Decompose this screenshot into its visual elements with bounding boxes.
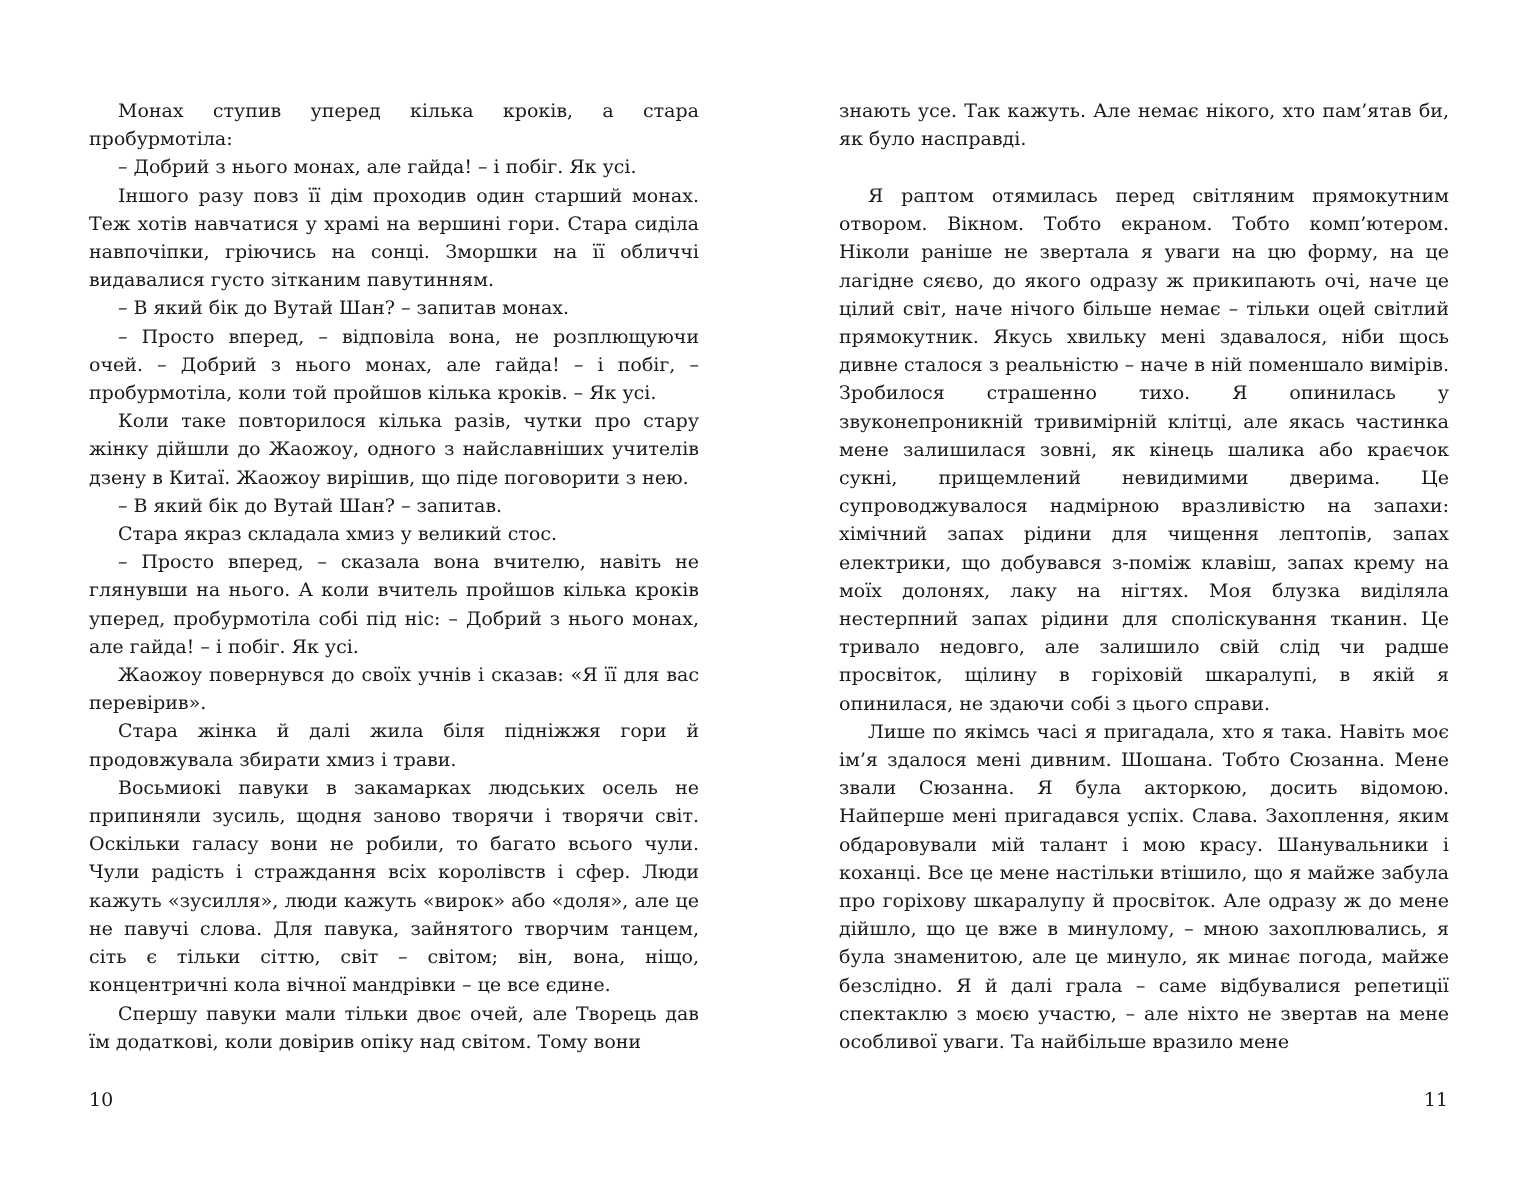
left-paragraph-2: – Добрий з нього монах, але гайда! – і побіг. Як усі. [118,156,637,179]
left-paragraph-1: Монах ступив уперед кілька кроків, а стара пробурмотіла: [89,100,699,151]
left-paragraph-11: Стара жінка й далі жила біля підніжжя гори й продовжувала збирати хмиз і трави. [89,720,699,771]
left-paragraph-9: – Просто вперед, – сказала вона вчителю, навіть не глянувши на нього. А коли вчитель пройшов кілька кроків уперед, пробурмотіла собі під ніс: – Добрий з нього монах, але гайда! – і побіг. Як усі. [89,551,699,658]
left-paragraph-7: – В який бік до Вутай Шан? – запитав. [118,494,503,517]
right-paragraph-3: Лише по якімсь часі я пригадала, хто я така. Навіть моє ім’я здалося мені дивним. Шошана. Тобто Сюзанна. Мене звали Сюзанна. Я була акторкою, досить відомою. Найперше мені пригадався успіх. Слава. Захоплення, яким обдаровували мій талант і мою красу. Шанувальники і коханці. Все це мене настільки втішило, що я майже забула про горіхову шкаралупу й просвіток. Але одразу ж до мене дійшло, що це вже в минулому, – мною захоплювались, я була знаменитою, але це минуло, як минає погода, майже безслідно. Я й далі грала – саме відбувалися репетиції спектаклю з моєю участю, – але ніхто не звертав на мене особливої уваги. Та найбільше вразило мене [839,720,1449,1053]
left-paragraph-12: Восьмиокі павуки в закамарках людських осель не припиняли зусиль, щодня заново творячи і творячи світ. Оскільки галасу вони не робили, то багато всього чули. Чули радість і страждання всіх королівств і сфер. Люди кажуть «зусилля», люди кажуть «вирок» або «доля», але це не павучі слова. Для павука, зайнятого творчим танцем, сіть є тільки сіттю, світ – світом; він, вона, ніщо, концентричні кола вічної мандрівки – це все єдине. [89,776,699,997]
left-paragraph-13: Спершу павуки мали тільки двоє очей, але Творець дав їм додаткові, коли довірив опіку над світом. Тому вони [89,1002,699,1053]
left-paragraph-8: Стара якраз складала хмиз у великий стос. [118,523,558,546]
left-paragraph-5: – Просто вперед, – відповіла вона, не розплющуючи очей. – Добрий з нього монах, але гайда! – і побіг, – пробурмотіла, коли той пройшов кілька кроків. – Як усі. [89,325,699,405]
right-paragraph-2: Я раптом отямилась перед світляним прямокутним отвором. Вікном. Тобто екраном. Тобто комп’ютером. Ніколи раніше не звертала я уваги на цю форму, на це лагідне сяєво, до якого одразу ж прикипають очі, наче це цілий світ, наче нічого більше немає – тільки оцей світлий прямокутник. Якусь хвильку мені здавалося, ніби щось дивне сталося з реальністю – наче в ній поменшало вимірів. Зробилося страшенно тихо. Я опинилась у звуконепроникній тривимірній клітці, але якась частинка мене залишилася зовні, як кінець шалика або краєчок сукні, прищемлений невидимими дверима. Це супроводжувалося надмірною вразливістю на запахи: хімічний запах рідини для чищення лептопів, запах електрики, що добувався з-поміж клавіш, запах крему на моїх долонях, лаку на нігтях. Моя блузка виділяла нестерпний запах рідини для споліскування тканин. Це тривало недовго, але залишило свій слід чи радше просвіток, щілину в горіховій шкаралупі, в якій я опинилася, не здаючи собі з цього справи. [839,184,1449,715]
left-paragraph-4: – В який бік до Вутай Шан? – запитав монах. [118,297,570,320]
left-page-text [89,97,699,1056]
left-paragraph-3: Іншого разу повз її дім проходив один старший монах. Теж хотів навчатися у храмі на вершині гори. Стара сиділа навпочіпки, гріючись на сонці. Зморшки на її обличчі видавалися густо зітканим павутинням. [89,184,699,292]
page-number-right: 11 [1423,1089,1448,1111]
right-paragraph-1: знають усе. Так кажуть. Але немає нікого, хто пам’ятав би, як було насправді. [839,100,1449,151]
left-paragraph-6: Коли таке повторилося кілька разів, чутки про стару жінку дійшли до Жаожоу, одного з найславніших учителів дзену в Китаї. Жаожоу вирішив, що піде поговорити з нею. [89,410,699,489]
right-page-text [839,97,1449,1056]
page-number-left: 10 [89,1089,114,1111]
left-paragraph-10: Жаожоу повернувся до своїх учнів і сказав: «Я її для вас перевірив». [89,664,699,715]
